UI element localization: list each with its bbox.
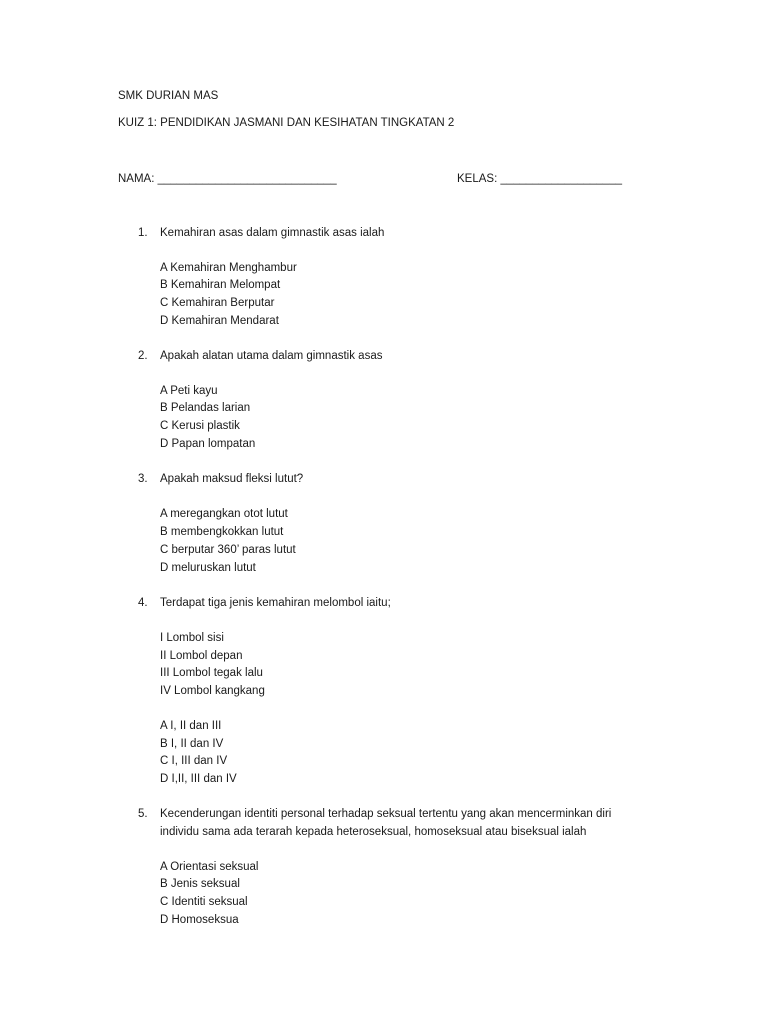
question-text: Kecenderungan identiti personal terhadap seksual tertentu yang akan mencerminkan diri: [160, 808, 612, 820]
question-number: 5.: [138, 808, 148, 820]
question-number: 1.: [138, 227, 148, 239]
option-b: B I, II dan IV: [160, 738, 224, 750]
option-d: D I,II, III dan IV: [160, 773, 237, 785]
option-b: B Kemahiran Melompat: [160, 279, 281, 291]
option-a: A Kemahiran Menghambur: [160, 262, 297, 274]
statement-i: I Lombol sisi: [160, 632, 224, 644]
option-a: A meregangkan otot lutut: [160, 508, 288, 520]
question-number: 4.: [138, 597, 148, 609]
option-c: C berputar 360’ paras lutut: [160, 544, 296, 556]
question-number: 3.: [138, 473, 148, 485]
option-a: A I, II dan III: [160, 720, 222, 732]
option-a: A Orientasi seksual: [160, 861, 259, 873]
nama-field: NAMA: ____________________________: [118, 173, 337, 185]
option-c: C Identiti seksual: [160, 896, 248, 908]
statement-ii: II Lombol depan: [160, 650, 243, 662]
kelas-field: KELAS: ___________________: [457, 173, 622, 185]
option-d: D Papan lompatan: [160, 438, 256, 450]
option-d: D Homoseksua: [160, 914, 239, 926]
question-text-continued: individu sama ada terarah kepada heteroseksual, homoseksual atau biseksual ialah: [160, 826, 587, 838]
option-a: A Peti kayu: [160, 385, 218, 397]
statement-iv: IV Lombol kangkang: [160, 685, 265, 697]
quiz-title: KUIZ 1: PENDIDIKAN JASMANI DAN KESIHATAN TINGKATAN 2: [118, 117, 455, 129]
option-b: B Pelandas larian: [160, 402, 251, 414]
option-c: C I, III dan IV: [160, 755, 228, 767]
question-text: Apakah alatan utama dalam gimnastik asas: [160, 350, 383, 362]
option-c: C Kemahiran Berputar: [160, 297, 275, 309]
question-text: Kemahiran asas dalam gimnastik asas ialah: [160, 227, 385, 239]
statement-iii: III Lombol tegak lalu: [160, 667, 263, 679]
question-number: 2.: [138, 350, 148, 362]
question-text: Apakah maksud fleksi lutut?: [160, 473, 304, 485]
question-text: Terdapat tiga jenis kemahiran melombol iaitu;: [160, 597, 391, 609]
option-d: D meluruskan lutut: [160, 562, 256, 574]
option-c: C Kerusi plastik: [160, 420, 240, 432]
option-b: B Jenis seksual: [160, 878, 240, 890]
option-b: B membengkokkan lutut: [160, 526, 284, 538]
option-d: D Kemahiran Mendarat: [160, 315, 279, 327]
school-name: SMK DURIAN MAS: [118, 90, 219, 102]
